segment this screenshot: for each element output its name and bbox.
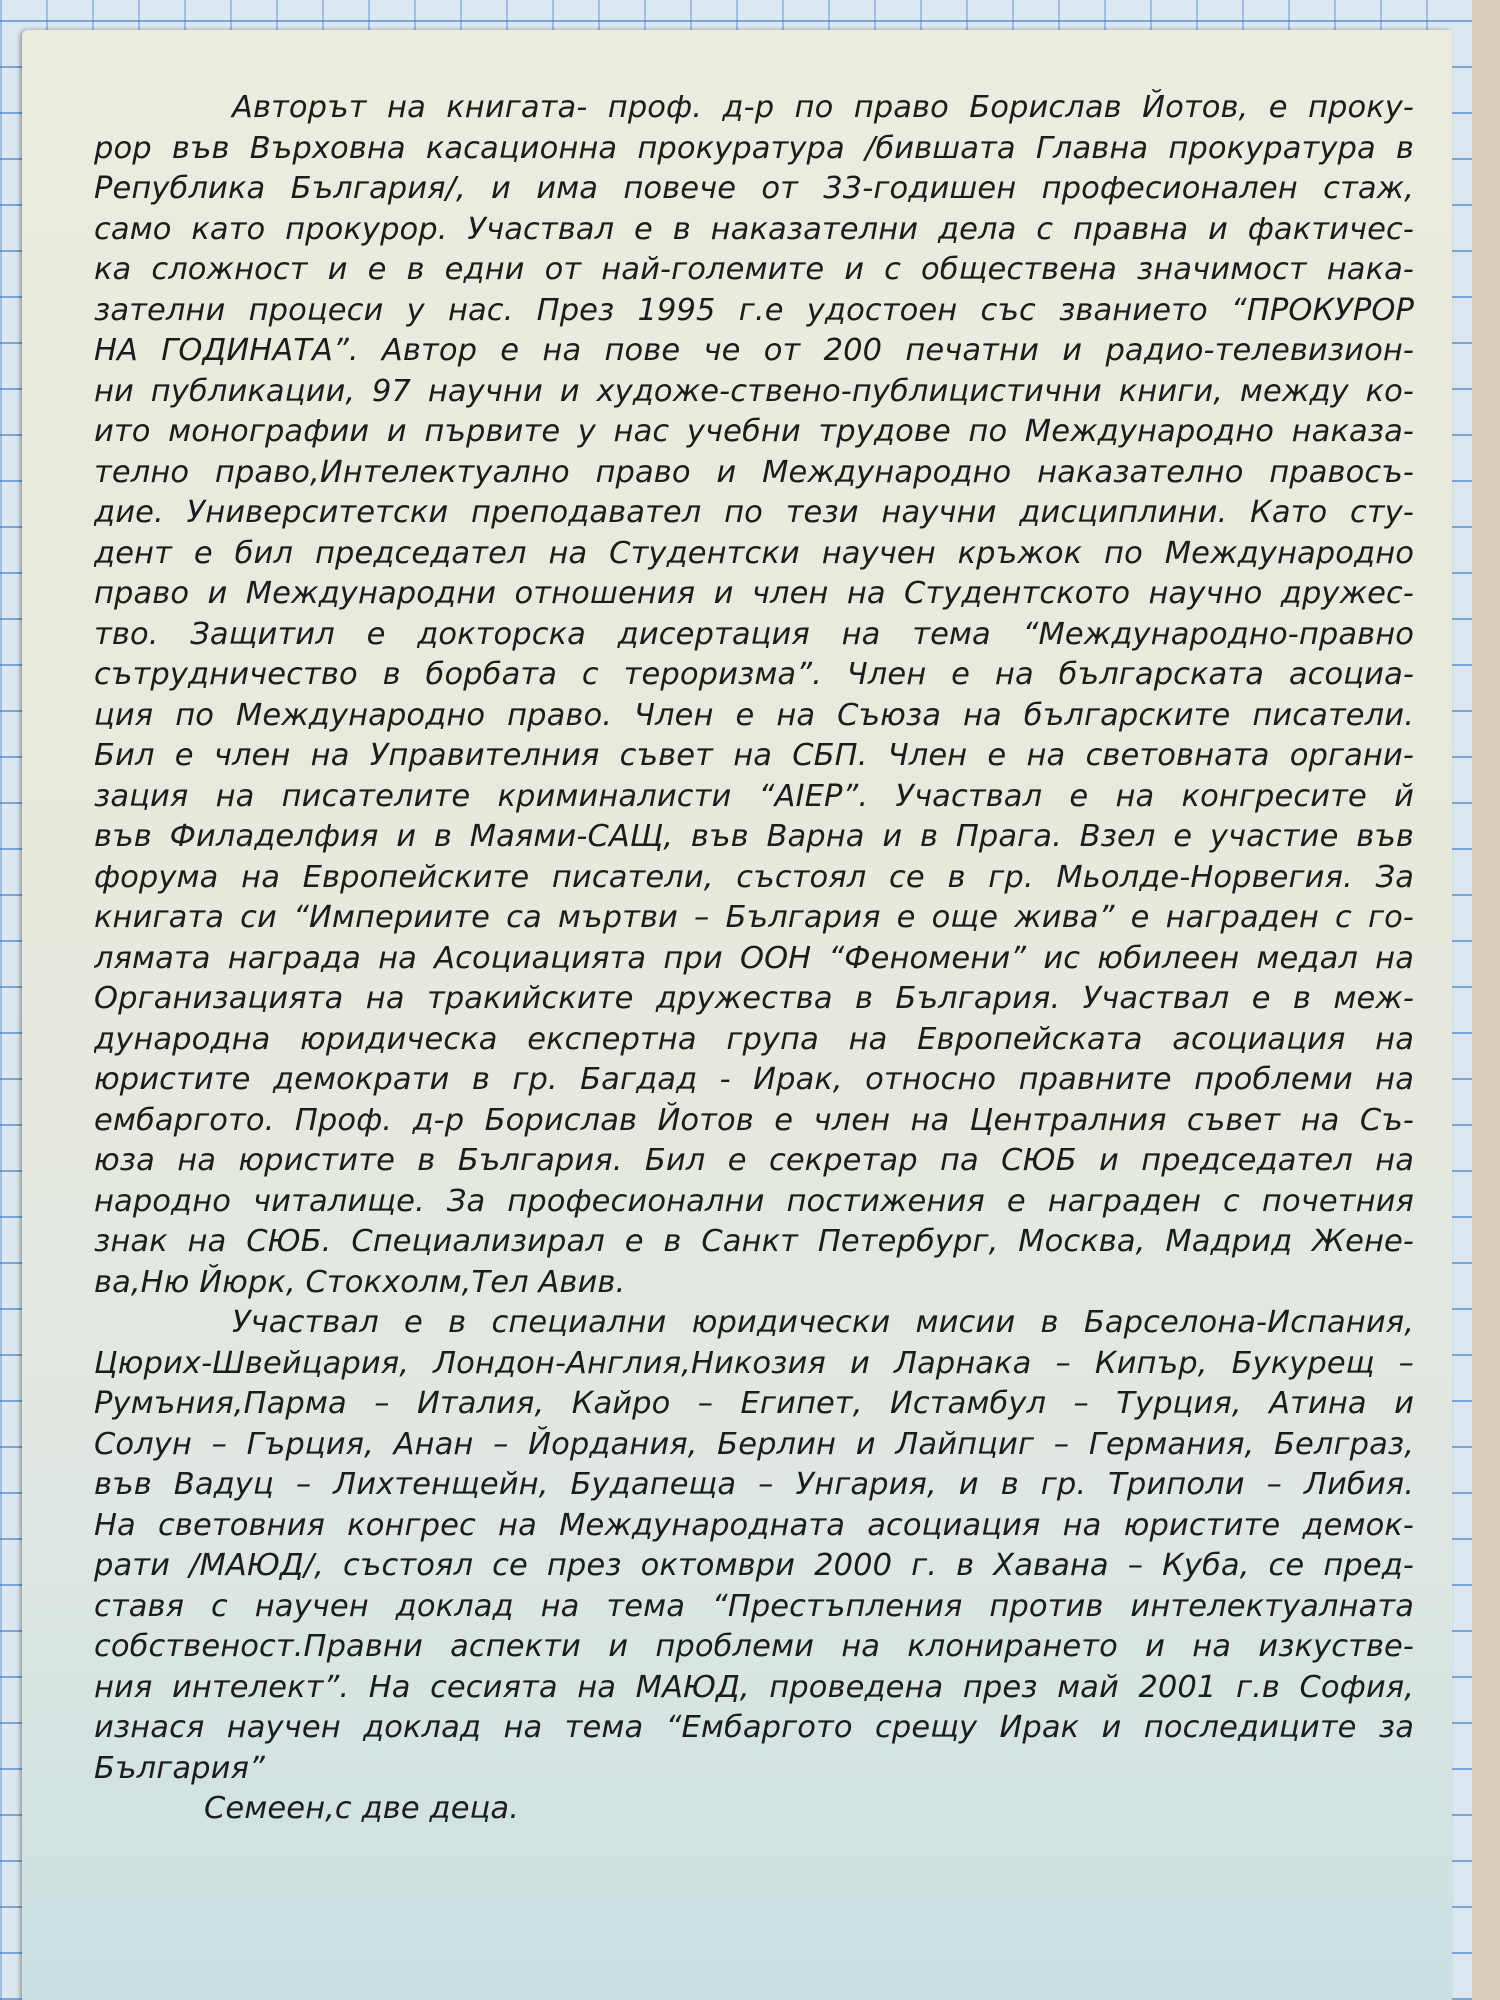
text-line: право и Международни отношения и член на Студентското научно дружес- — [94, 576, 1414, 611]
text-line: дие. Университетски преподавател по тези научни дисциплини. Като сту- — [94, 495, 1414, 530]
text-line: Бил е член на Управителния съвет на СБП. Член е на световната органи- — [94, 738, 1414, 773]
text-line: телно право,Интелектуално право и Международно наказателно правосъ- — [94, 454, 1414, 490]
text-line: На световния конгрес на Международната асоциация на юристите демок- — [94, 1507, 1414, 1543]
text-line: изнася научен доклад на тема “Ембаргото срещу Ирак и последиците за — [94, 1710, 1414, 1745]
text-line: Организацията на тракийските дружества в България. Участвал е в меж- — [94, 981, 1414, 1016]
text-line: ция по Международно право. Член е на Съюза на българските писатели. — [94, 697, 1414, 733]
text-line: лямата награда на Асоциацията при ООН “Феномени” ис юбилеен медал на — [94, 940, 1414, 976]
text-line: ито монографии и първите у нас учебни трудове по Международно наказа- — [94, 414, 1414, 449]
text-line: народно читалище. За професионални постижения е награден с почетния — [94, 1183, 1414, 1219]
text-line: рати /МАЮД/, състоял се през октомври 2000 г. в Хавана – Куба, се пред- — [94, 1548, 1414, 1583]
text-line: книгата си “Империите са мъртви – България е още жива” е награден с го- — [94, 900, 1414, 935]
text-line: собственост.Правни аспекти и проблеми на клонирането и на изкустве- — [94, 1629, 1414, 1664]
text-line: България” — [94, 1750, 265, 1786]
book-back-cover — [22, 30, 1452, 2000]
paragraph-2 — [94, 1303, 1414, 1789]
author-biography — [94, 88, 1414, 1830]
text-line: юристите демократи в гр. Багдад - Ирак, относно правните проблеми на — [94, 1062, 1414, 1097]
text-line: дународна юридическа експертна група на Европейската асоциация на — [94, 1021, 1414, 1057]
text-line: Солун – Гърция, Анан – Йордания, Берлин и Лайпциг – Германия, Белграз, — [94, 1426, 1414, 1462]
text-line: само като прокурор. Участвал е в наказателни дела с правна и фактичес- — [94, 211, 1414, 247]
text-line: НА ГОДИНАТА”. Автор е на пове че от 200 печатни и радио-телевизион- — [94, 333, 1414, 368]
text-line: Участвал е в специални юридически мисии в Барселона-Испания, — [232, 1305, 1414, 1340]
text-line: форума на Европейските писатели, състоял се в гр. Мьолде-Норвегия. За — [94, 859, 1414, 895]
text-line: знак на СЮБ. Специализирал е в Санкт Петербург, Москва, Мадрид Жене- — [94, 1224, 1414, 1259]
text-line: Румъния,Парма – Италия, Кайро – Египет, Истамбул – Турция, Атина и — [94, 1386, 1414, 1421]
text-line: Авторът на книгата- проф. д-р по право Борислав Йотов, е проку- — [232, 90, 1414, 125]
text-line: дент е бил председател на Студентски научен кръжок по Международно — [94, 535, 1414, 571]
text-line: Република България/, и има повече от 33-годишен професионален стаж, — [94, 171, 1414, 206]
closing-line: Семеен,с две деца. — [204, 1791, 520, 1826]
text-line: Цюрих-Швейцария, Лондон-Англия,Никозия и Ларнака – Кипър, Букурещ – — [94, 1345, 1414, 1381]
text-line: зация на писателите криминалисти “AIEP”. Участвал е на конгресите й — [94, 778, 1414, 814]
text-line: зателни процеси у нас. През 1995 г.е удостоен със званието “ПРОКУРОР — [94, 292, 1414, 328]
text-line: сътрудничество в борбата с тероризма”. Член е на българската асоциа- — [94, 657, 1414, 692]
text-line: във Вадуц – Лихтенщейн, Будапеща – Унгария, и в гр. Триполи – Либия. — [94, 1467, 1414, 1502]
text-line: във Филаделфия и в Маями-САЩ, във Варна и в Прага. Взел е участие във — [94, 819, 1414, 854]
text-line: ва,Ню Йюрк, Стокхолм,Тел Авив. — [94, 1264, 626, 1300]
text-line: ставя с научен доклад на тема “Престъпления против интелектуалната — [94, 1588, 1414, 1624]
text-line: ембаргото. Проф. д-р Борислав Йотов е член на Централния съвет на Съ- — [94, 1102, 1414, 1138]
text-line: ни публикации, 97 научни и художе-ствено-публицистични книги, между ко- — [94, 373, 1414, 409]
text-line: юза на юристите в България. Бил е секретар па СЮБ и председател на — [94, 1143, 1414, 1178]
text-line: ния интелект”. На сесията на МАЮД, проведена през май 2001 г.в София, — [94, 1669, 1414, 1705]
text-line: ка сложност и е в едни от най-големите и с обществена значимост нака- — [94, 252, 1414, 287]
background-strip — [1472, 0, 1500, 2000]
text-line: тво. Защитил е докторска дисертация на тема “Международно-правно — [94, 616, 1414, 652]
paragraph-1 — [94, 88, 1414, 1303]
text-line: рор във Върховна касационна прокуратура /бившата Главна прокуратура в — [94, 130, 1414, 166]
